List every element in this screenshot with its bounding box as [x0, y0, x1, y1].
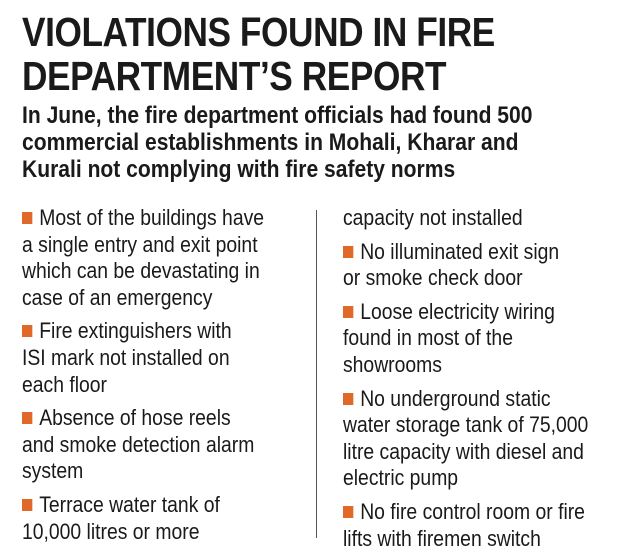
item-text-line: lifts with firemen switch: [343, 525, 541, 551]
right-column: [343, 205, 627, 559]
violation-item: [343, 499, 627, 552]
item-text-line: Most of the buildings have: [39, 205, 265, 230]
violation-item: [343, 239, 627, 292]
item-text-line: No illuminated exit sign: [360, 238, 560, 264]
violation-item: [22, 318, 306, 398]
violation-item: [343, 299, 627, 379]
left-column: [22, 205, 306, 552]
column-divider: [316, 210, 317, 538]
item-text-line: showrooms: [343, 351, 442, 377]
item-text-line: a single entry and exit point: [22, 231, 258, 257]
item-text-line: No fire control room or fire: [360, 498, 585, 524]
item-text-line: found in most of the: [343, 325, 513, 351]
square-bullet-icon: [22, 412, 32, 424]
square-bullet-icon: [22, 212, 32, 224]
item-text-line: litre capacity with diesel and: [343, 438, 584, 464]
deck-line-2: commercial establishments in Mohali, Kharar and: [22, 129, 519, 156]
headline-line-2: DEPARTMENT’S REPORT: [22, 53, 447, 99]
item-text-line: each floor: [22, 371, 107, 397]
square-bullet-icon: [22, 325, 32, 337]
deck-subheading: [22, 102, 615, 183]
square-bullet-icon: [343, 246, 353, 258]
violation-item: [22, 405, 306, 485]
item-text-line: electric pump: [343, 465, 459, 491]
violation-item: [22, 205, 306, 311]
item-text-line: case of an emergency: [22, 284, 213, 310]
square-bullet-icon: [343, 393, 353, 405]
violation-item: [343, 386, 627, 492]
item-text-line: and smoke detection alarm: [22, 431, 255, 457]
item-text-line: ISI mark not installed on: [22, 344, 230, 370]
headline: [22, 10, 538, 98]
item-text-line: Loose electricity wiring: [360, 298, 555, 324]
item-text-line: which can be devastating in: [22, 258, 260, 284]
item-text-line: No underground static: [360, 385, 551, 411]
square-bullet-icon: [343, 306, 353, 318]
item-text-line: Fire extinguishers with: [39, 318, 232, 344]
square-bullet-icon: [22, 499, 32, 511]
violation-item: [22, 492, 306, 545]
item-text-line: water storage tank of 75,000: [343, 412, 589, 438]
headline-line-1: VIOLATIONS FOUND IN FIRE: [22, 9, 495, 55]
item-text-line: Terrace water tank of: [39, 491, 220, 517]
deck-line-3: Kurali not complying with fire safety norms: [22, 156, 456, 183]
item-text-line: Absence of hose reels: [39, 405, 231, 431]
violation-item-continuation: [343, 205, 627, 232]
item-text-line: system: [22, 458, 84, 484]
square-bullet-icon: [343, 506, 353, 518]
item-text-line: 10,000 litres or more: [22, 518, 200, 544]
item-text-line: or smoke check door: [343, 265, 523, 291]
item-text-line: capacity not installed: [343, 205, 523, 230]
deck-line-1: In June, the fire department officials had found 500: [22, 102, 533, 129]
